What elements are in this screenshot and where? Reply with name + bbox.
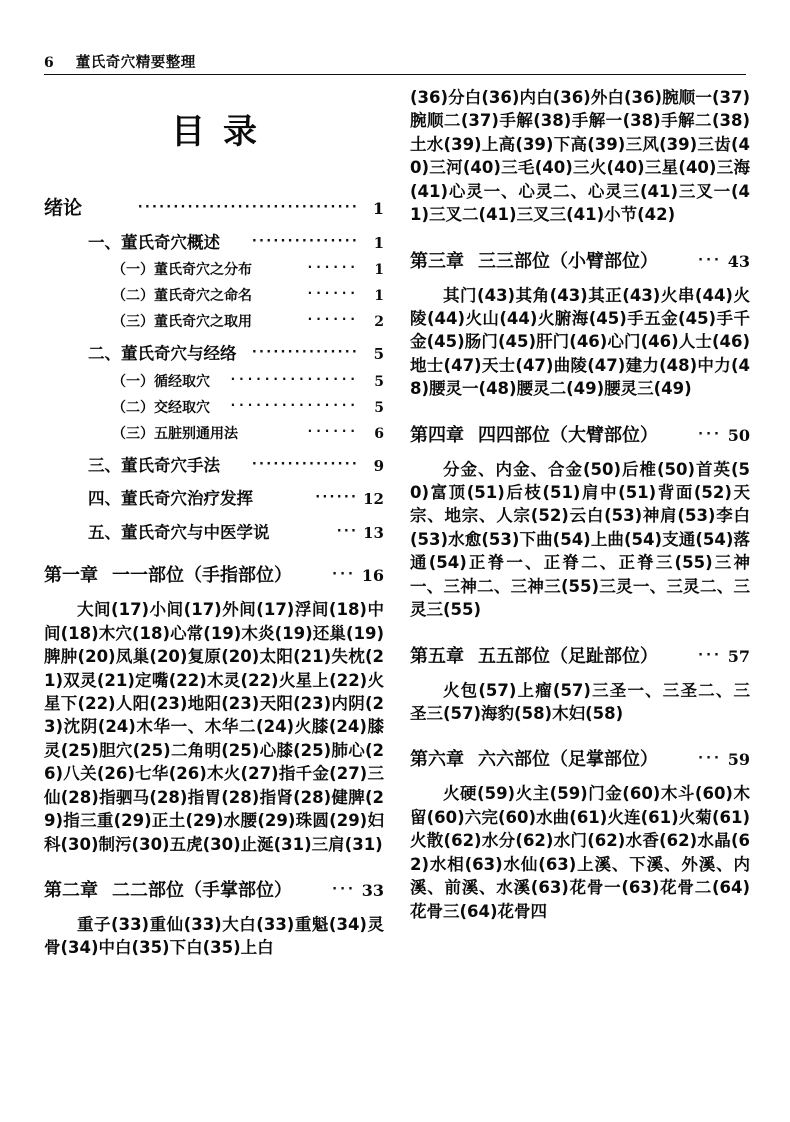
toc-entry-page: 1: [372, 198, 384, 218]
toc-entry-chapter-3[interactable]: [410, 250, 750, 272]
toc-entry-label: 一、董氏奇穴概述: [88, 232, 220, 252]
chapter-number: 第五章: [410, 645, 464, 667]
toc-entry-page: 9: [373, 456, 384, 475]
chapter-title: 一一部位（手指部位）: [112, 565, 292, 587]
toc-entry-page: 57: [727, 646, 750, 666]
chapter-title: 四四部位（大臂部位）: [478, 424, 658, 446]
left-column: [44, 86, 384, 1086]
leader-dots: ······: [315, 491, 359, 505]
book-title: 董氏奇穴精要整理: [75, 54, 196, 71]
toc-entry-chapter-4[interactable]: [410, 424, 750, 446]
toc-entry-label: 四、董氏奇穴治疗发挥: [88, 489, 253, 509]
chapter-title: 五五部位（足趾部位）: [478, 645, 658, 667]
chapter-6-point-list: 火硬(59)火主(59)门金(60)木斗(60)木留(60)六完(60)水曲(61)火连(61)火菊(61)火散(62)水分(62)水门(62)水香(62)水晶(62)水相(63)水仙(63)上溪、下溪、外溪、内溪、前溪、水溪(63)花骨一(63)花骨二(64)花骨三(64)花骨四: [410, 784, 750, 921]
chapter-label: [410, 751, 658, 769]
chapter-2-point-list: 重子(33)重仙(33)大白(33)重魁(34)灵骨(34)中白(35)下白(35)上白: [44, 914, 384, 958]
chapter-label: [410, 250, 658, 272]
toc-entry-label: （二）交经取穴: [112, 399, 210, 416]
toc-entry-page: 1: [374, 262, 384, 279]
page-folio-number: 6: [44, 55, 54, 71]
page-title: 目录: [171, 112, 275, 152]
toc-entry-label: 五、董氏奇穴与中医学说: [88, 522, 270, 542]
toc-entry-page: 33: [361, 880, 384, 900]
toc-entry-label: （一）董氏奇穴之分布: [112, 262, 252, 279]
chapter-number: 第三章: [410, 250, 464, 272]
toc-entry-section-4[interactable]: [44, 491, 384, 508]
toc-entry-label: 三、董氏奇穴手法: [88, 455, 220, 475]
toc-entry-section-2[interactable]: [44, 346, 384, 363]
chapter-number: 第二章: [44, 879, 98, 901]
toc-entry-section-5[interactable]: [44, 522, 384, 542]
chapter-title: 三三部位（小臂部位）: [478, 250, 658, 272]
two-column-body: [44, 86, 750, 1086]
toc-entry-label: （二）董氏奇穴之命名: [112, 288, 252, 305]
leader-dots: ······: [307, 261, 359, 274]
leader-dots: ···: [698, 648, 722, 662]
toc-entry-label: （三）董氏奇穴之取用: [112, 314, 252, 331]
toc-entry-page: 6: [374, 425, 384, 442]
toc-entry-section-1[interactable]: [44, 232, 384, 252]
running-header: [44, 44, 746, 70]
toc-entry-page: 16: [361, 566, 384, 586]
toc-entry-chapter-5[interactable]: [410, 645, 750, 667]
leader-dots: ···: [698, 427, 722, 441]
toc-entry-chapter-2[interactable]: [44, 879, 384, 901]
chapter-title: 六六部位（足掌部位）: [478, 749, 658, 771]
leader-dots: ···············: [251, 457, 359, 471]
leader-dots: ···: [336, 524, 359, 538]
toc-entry-subsection-2-1[interactable]: [44, 372, 384, 390]
leader-dots: ···············: [251, 346, 359, 360]
chapter-number: 第六章: [410, 749, 464, 771]
toc-entry-chapter-6[interactable]: [410, 751, 750, 769]
chapter-1-point-list: 大间(17)小间(17)外间(17)浮间(18)中间(18)木穴(18)心常(19)木炎(19)还巢(19)脾肿(20)凤巢(20)复原(20)太阳(21)失枕(21)双灵(21)定嘴(22)木灵(22)火星上(22)火星下(22)人阳(23)地阳(23)天阳(23)内阴(23)沈阴(24)木华一、木华二(24)火膝(24)膝灵(25)胆穴(25)二角明(25)心膝(25)肺心(26)八关(26)七华(26)木火(27)指千金(27)三仙(28)指驷马(28)指胃(28)指肾(28)健脾(29)指三重(29)正土(29)水腰(29)珠圆(29)妇科(30)制污(30)五虎(30)止涎(31)三肩(31): [44, 600, 384, 854]
chapter-number: 第一章: [44, 565, 98, 587]
chapter-2-point-list-continued: (36)分白(36)内白(36)外白(36)腕顺一(37)腕顺二(37)手解(38)手解一(38)手解二(38)土水(39)上高(39)下高(39)三风(39)三齿(40)三河(40)三毛(40)三火(40)三星(40)三海(41)心灵一、心灵二、心灵三(41)三叉一(41)三叉二(41)三叉三(41)小节(42): [410, 88, 750, 225]
leader-dots: ···············: [230, 372, 359, 385]
leader-dots: ······: [307, 287, 359, 300]
toc-entry-introduction[interactable]: [44, 196, 384, 219]
leader-dots: ···············: [230, 398, 359, 411]
toc-entry-subsection-2-2[interactable]: [44, 398, 384, 416]
toc-entry-label: 绪论: [44, 196, 83, 219]
leader-dots: ·······························: [137, 200, 359, 214]
toc-entry-page: 1: [373, 233, 384, 252]
chapter-title: 二二部位（手掌部位）: [112, 879, 292, 901]
header-rule: [44, 74, 746, 75]
chapter-label: [410, 645, 658, 667]
toc-entry-label: （三）五脏别通用法: [112, 425, 238, 442]
chapter-number: 第四章: [410, 424, 464, 446]
chapter-4-point-list: 分金、内金、合金(50)后椎(50)首英(50)富顶(51)后枝(51)肩中(51)背面(52)天宗、地宗、人宗(52)云白(53)神肩(53)李白(53)水愈(53)下曲(54)上曲(54)支通(54)落通(54)正脊一、正脊二、正脊三(55)三神一、三神二、三神三(55)三灵一、三灵二、三灵三(55): [410, 459, 750, 620]
toc-entry-subsection-1-3[interactable]: [44, 315, 384, 329]
toc-entry-page: 43: [727, 251, 750, 271]
toc-entry-page: 50: [727, 425, 750, 445]
toc-entry-page: 2: [374, 314, 384, 331]
leader-dots: ···············: [251, 234, 359, 248]
chapter-5-point-list: 火包(57)上瘤(57)三圣一、三圣二、三圣三(57)海豹(58)木妇(58): [410, 680, 750, 724]
chapter-label: [44, 567, 292, 585]
leader-dots: ······: [307, 424, 359, 437]
toc-entry-subsection-1-1[interactable]: [44, 263, 384, 277]
leader-dots: ···: [698, 253, 722, 267]
toc-entry-subsection-1-2[interactable]: [44, 289, 384, 303]
chapter-3-point-list: 其门(43)其角(43)其正(43)火串(44)火陵(44)火山(44)火腑海(45)手五金(45)手千金(45)肠门(45)肝门(46)心门(46)人士(46)地士(47)天士(47)曲陵(47)建力(48)中力(48)腰灵一(48)腰灵二(49)腰灵三(49): [410, 285, 750, 399]
leader-dots: ···: [332, 882, 356, 896]
toc-entry-page: 5: [374, 373, 384, 390]
toc-entry-label: （一）循经取穴: [112, 373, 210, 390]
toc-entry-chapter-1[interactable]: [44, 567, 384, 585]
toc-entry-subsection-2-3[interactable]: [44, 424, 384, 442]
leader-dots: ······: [307, 313, 359, 326]
toc-entry-page: 5: [374, 399, 384, 416]
toc-entry-label: 二、董氏奇穴与经络: [88, 344, 237, 364]
leader-dots: ···: [332, 568, 356, 582]
toc-entry-page: 5: [373, 345, 384, 364]
toc-entry-page: 13: [363, 523, 384, 542]
toc-entry-page: 12: [363, 490, 384, 509]
chapter-label: [44, 879, 292, 901]
toc-entry-section-3[interactable]: [44, 455, 384, 475]
toc-entry-page: 59: [727, 750, 750, 770]
leader-dots: ···: [698, 752, 722, 766]
right-column: [410, 86, 750, 1086]
chapter-label: [410, 424, 658, 446]
toc-entry-page: 1: [374, 288, 384, 305]
